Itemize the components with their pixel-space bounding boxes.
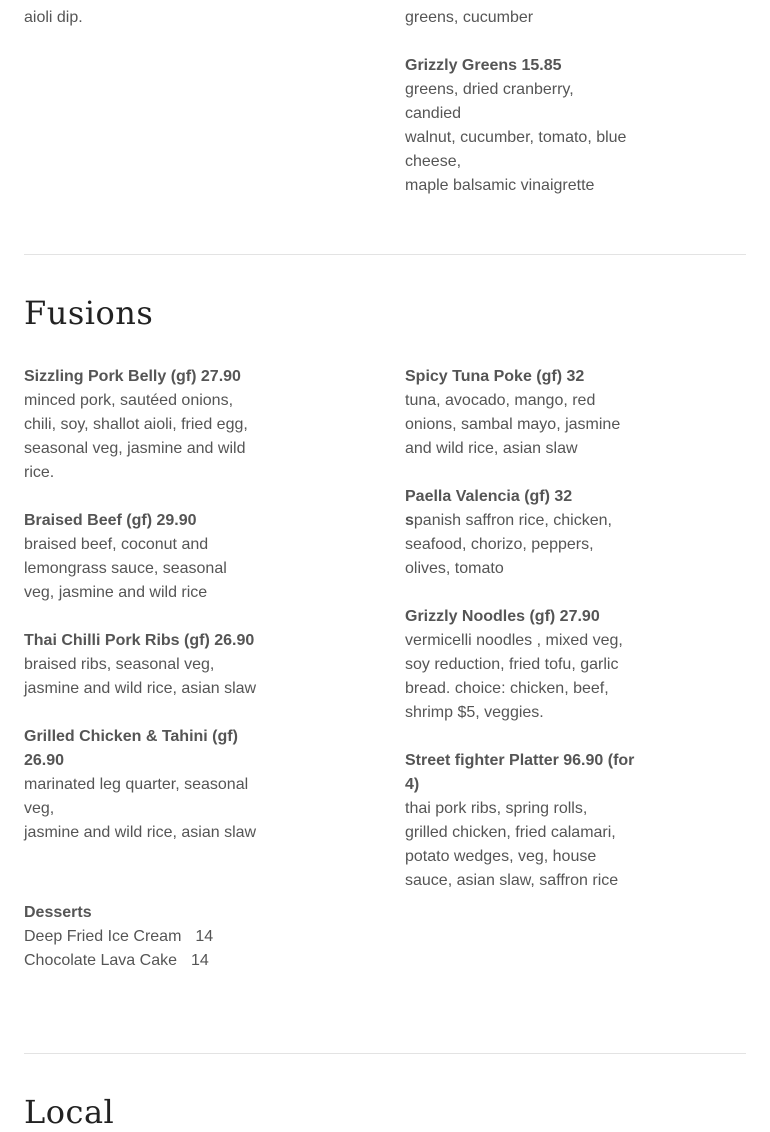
description-line: braised beef, coconut and [24, 536, 209, 553]
description-line: aioli dip. [24, 9, 83, 26]
description-line: onions, sambal mayo, jasmine [405, 416, 621, 433]
menu-item-grilled-chicken-tahini [24, 725, 256, 845]
description-line: grilled chicken, fried calamari, [405, 824, 616, 841]
section-heading-fusions: Fusions [24, 294, 154, 332]
menu-item-title-price: 26.90 [24, 752, 65, 769]
dessert-item [24, 925, 213, 949]
description-line [405, 509, 612, 533]
description-line: bread. choice: chicken, beef, [405, 680, 609, 697]
description-line: veg, jasmine and wild rice [24, 584, 208, 601]
dessert-name: Deep Fried Ice Cream [24, 928, 182, 945]
menu-item-grizzly-greens [405, 54, 626, 198]
description-line: maple balsamic vinaigrette [405, 177, 595, 194]
desserts-section [24, 901, 213, 973]
description-line: minced pork, sautéed onions, [24, 392, 234, 409]
description-line: greens, dried cranberry, [405, 81, 574, 98]
description-line: jasmine and wild rice, asian slaw [24, 680, 257, 697]
menu-item-title: Paella Valencia (gf) 32 [405, 488, 573, 505]
description-line: potato wedges, veg, house [405, 848, 597, 865]
menu-item-title: Street fighter Platter 96.90 (for [405, 752, 635, 769]
menu-item-title: Spicy Tuna Poke (gf) 32 [405, 368, 585, 385]
description-line: soy reduction, fried tofu, garlic [405, 656, 619, 673]
description-line: vermicelli noodles , mixed veg, [405, 632, 623, 649]
menu-item-braised-beef [24, 509, 227, 605]
menu-item-sizzling-pork-belly [24, 365, 248, 485]
menu-item-street-fighter-platter [405, 749, 634, 893]
description-line: rice. [24, 464, 55, 481]
description-line: shrimp $5, veggies. [405, 704, 544, 721]
description-line: olives, tomato [405, 560, 504, 577]
menu-item-title: Grizzly Greens 15.85 [405, 57, 562, 74]
menu-item-title: Grilled Chicken & Tahini (gf) [24, 728, 238, 745]
menu-item-title-continued: 4) [405, 776, 420, 793]
menu-item-title: Thai Chilli Pork Ribs (gf) 26.90 [24, 632, 255, 649]
description-line: thai pork ribs, spring rolls, [405, 800, 588, 817]
description-line: candied [405, 105, 462, 122]
previous-item-description-left [24, 6, 83, 30]
dessert-price: 14 [190, 952, 209, 969]
dessert-name: Chocolate Lava Cake [24, 952, 177, 969]
previous-item-description-right [405, 6, 533, 30]
description-line: sauce, asian slaw, saffron rice [405, 872, 619, 889]
description-line: jasmine and wild rice, asian slaw [24, 824, 257, 841]
description-line: tuna, avocado, mango, red [405, 392, 596, 409]
dessert-price: 14 [195, 928, 214, 945]
section-divider [24, 254, 746, 255]
description-line: veg, [24, 800, 55, 817]
description-rest: panish saffron rice, chicken, [413, 512, 612, 529]
dessert-item [24, 949, 213, 973]
description-initial: s [405, 512, 414, 529]
menu-item-title: Sizzling Pork Belly (gf) 27.90 [24, 368, 241, 385]
description-line: braised ribs, seasonal veg, [24, 656, 215, 673]
menu-item-thai-chilli-pork-ribs [24, 629, 256, 701]
description-line: walnut, cucumber, tomato, blue [405, 129, 627, 146]
description-line: cheese, [405, 153, 462, 170]
description-line: marinated leg quarter, seasonal [24, 776, 249, 793]
description-line: lemongrass sauce, seasonal [24, 560, 227, 577]
description-line: seasonal veg, jasmine and wild [24, 440, 246, 457]
description-line: seafood, chorizo, peppers, [405, 536, 594, 553]
menu-item-title: Braised Beef (gf) 29.90 [24, 512, 197, 529]
description-line: greens, cucumber [405, 9, 534, 26]
desserts-title: Desserts [24, 904, 92, 921]
menu-item-spicy-tuna-poke [405, 365, 620, 461]
menu-item-title: Grizzly Noodles (gf) 27.90 [405, 608, 600, 625]
menu-item-paella-valencia [405, 485, 612, 581]
menu-item-grizzly-noodles [405, 605, 623, 725]
description-line: chili, soy, shallot aioli, fried egg, [24, 416, 248, 433]
section-heading-next: Local [24, 1093, 115, 1131]
section-divider [24, 1053, 746, 1054]
description-line: and wild rice, asian slaw [405, 440, 578, 457]
